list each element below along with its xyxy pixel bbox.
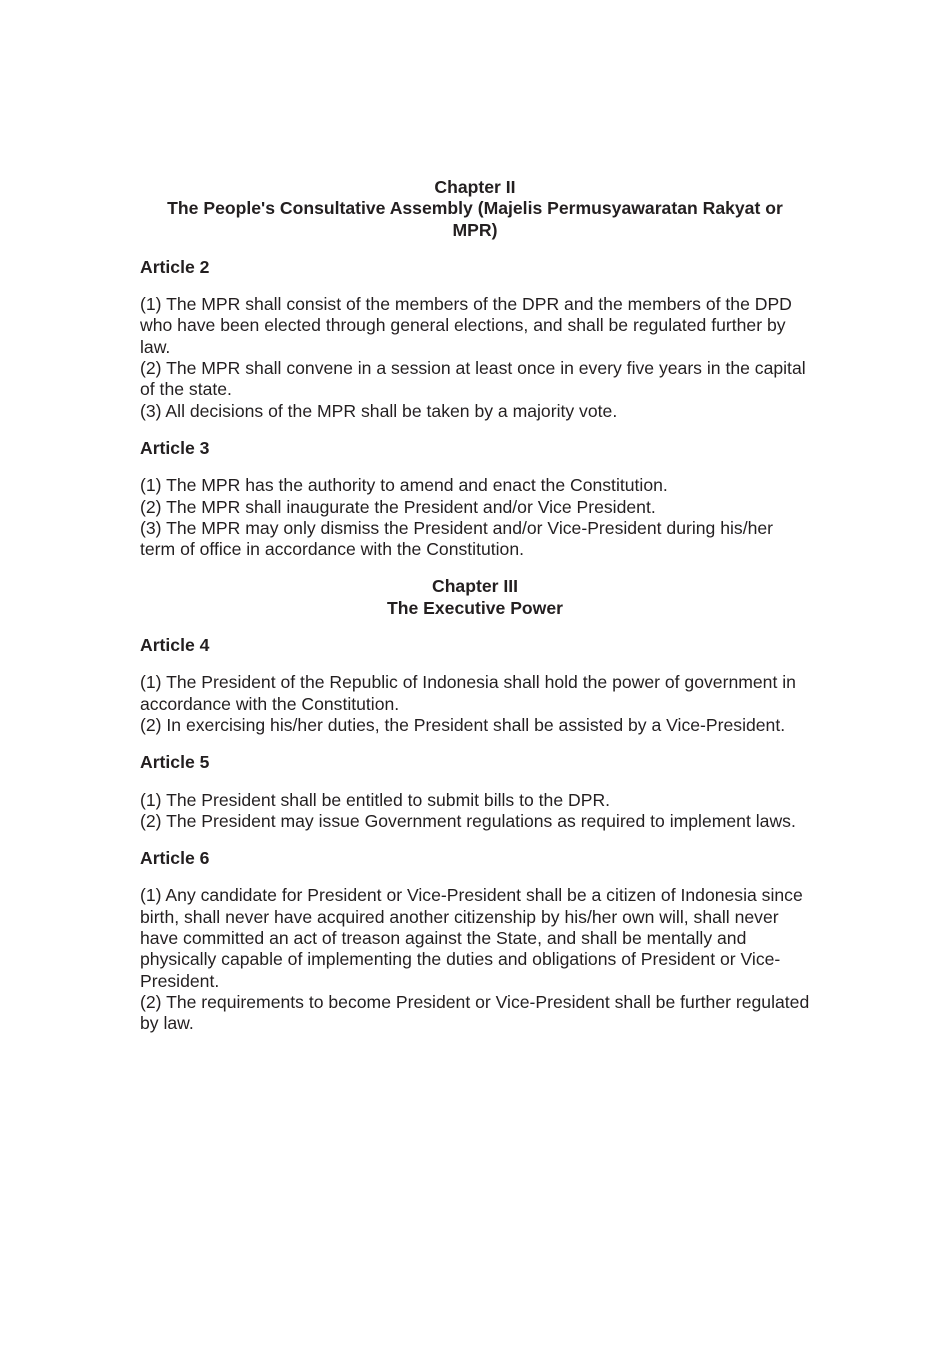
article-clause: (1) The President shall be entitled to submit bills to the DPR. (140, 789, 611, 810)
article-title: Article 5 (140, 752, 210, 773)
chapter-title: The People's Consultative Assembly (Majelis Permusyawaratan Rakyat or (167, 198, 783, 219)
article-clause: (2) The President may issue Government regulations as required to implement laws. (140, 810, 796, 831)
article-title: Article 4 (140, 635, 210, 656)
chapter-heading (130, 177, 820, 241)
chapter-number: Chapter II (434, 177, 516, 197)
article-body (140, 885, 810, 1034)
article-title: Article 2 (140, 256, 210, 277)
chapter-heading (130, 576, 820, 619)
article-title: Article 3 (140, 437, 210, 458)
article-body (140, 475, 810, 560)
article-clause: (3) All decisions of the MPR shall be taken by a majority vote. (140, 400, 618, 421)
article-clause: (3) The MPR may only dismiss the President and/or Vice-President during his/her term of office in accordance with the Constitution. (140, 517, 774, 560)
article-clause: (1) The President of the Republic of Indonesia shall hold the power of government in accordance with the Constitution. (140, 672, 796, 714)
article-body (140, 790, 810, 833)
article-clause: (2) The requirements to become President or Vice-President shall be further regulated by law. (140, 991, 810, 1034)
chapter-title: The Executive Power (386, 597, 563, 618)
document-page (140, 177, 810, 1051)
article-clause: (1) The MPR shall consist of the members of the DPR and the members of the DPD who have been elected through general elections, and shall be regulated further by law. (140, 294, 792, 357)
chapter-number: Chapter III (431, 576, 519, 597)
article-title: Article 6 (140, 848, 210, 869)
article-body (140, 294, 810, 422)
article-clause: (1) Any candidate for President or Vice-President shall be a citizen of Indonesia since birth, shall never have acquired another citizenship by his/her own will, shall never have committed an act of treason against the State, and shall be mentally and physically capable of implementing the duties and obligations of President or Vice-President. (140, 885, 803, 991)
article-clause: (1) The MPR has the authority to amend and enact the Constitution. (140, 475, 668, 496)
chapter-title-continued: MPR) (452, 219, 498, 240)
article-clause: (2) The MPR shall inaugurate the President and/or Vice President. (140, 496, 656, 517)
article-clause: (2) The MPR shall convene in a session at least once in every five years in the capital of the state. (140, 358, 806, 400)
article-clause: (2) In exercising his/her duties, the President shall be assisted by a Vice-President. (140, 714, 786, 735)
article-body (140, 672, 810, 736)
